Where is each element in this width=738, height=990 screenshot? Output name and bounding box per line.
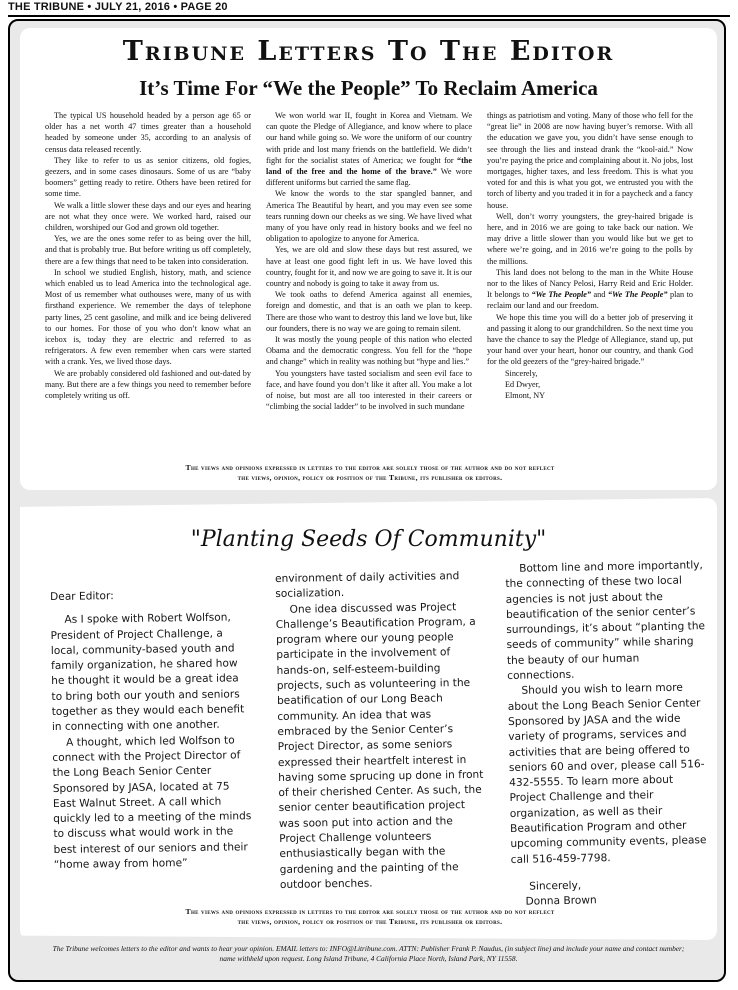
- letter2-column-1: [50, 587, 254, 873]
- paragraph: We hope this time you will do a better job of preserving it and passing it along to our grandchildren. So the next time you have the chance to say the Pledge of Allegiance, stand up, put your hand over your heart, honor our country, and thank God for the old geezers of the “grey-haired brigade.”: [487, 312, 694, 367]
- paragraph: It was mostly the young people of this nation who elected Obama and the democratic congress. You fell for the “hope and change” which in reality was nothing but “hype and lies.”: [266, 335, 472, 367]
- text-run: We won world war II, fought in Korea and Vietnam. We can quote the Pledge of Allegiance, and know where to place our hand while going so. We wore the uniform of our country with pride and lost many friends on the battlefield. We didn’t fight for the socialist states of America; we fought for: [266, 111, 472, 165]
- paragraph: We walk a little slower these days and our eyes and hearing are not what they once were. We worked hard, raised our children, worshiped our God and grown old together.: [45, 200, 251, 233]
- disclaimer-line: The views and opinions expressed in letters to the editor are solely those of the author and do not reflect: [185, 463, 555, 472]
- salutation: Dear Editor:: [50, 590, 114, 603]
- paragraph: Yes, we are the ones some refer to as being over the hill, and that is probably true. But before writing us off completely, there are a few things that need to be taken into consideration.: [45, 234, 251, 266]
- emphasis-text: “We The People”: [531, 290, 591, 300]
- letter1-column-1: [45, 110, 251, 450]
- letter2-title: "Planting Seeds Of Community": [190, 527, 547, 552]
- author-name: Donna Brown: [525, 894, 597, 908]
- author-name: Ed Dwyer,: [505, 379, 541, 389]
- paragraph: A thought, which led Wolfson to connect with the Project Director of the Long Beach Senior Center Sponsored by JASA, located at 75 East Walnut Street. A call which quickly led to a meeting of the minds to discuss what would work in the best interest of our seniors and their “home away from home”: [52, 734, 252, 872]
- paragraph: [266, 110, 472, 188]
- disclaimer-2: [60, 907, 680, 927]
- closing: Sincerely,: [529, 879, 582, 893]
- paragraph: You youngsters have tasted socialism and seen evil face to face, and have found you don’t like it after all. You make a lot of noise, but most are all too interested in their careers or “climbing the social ladder” to be involved in such mundane: [266, 368, 472, 412]
- text-run: This land does not belong to the man in the White House nor to the likes of Nancy Pelosi, Harry Reid and Eric Holder. It belongs to: [487, 267, 693, 300]
- footer-note: [20, 944, 717, 964]
- paragraph: Bottom line and more importantly, the connecting of these two local agencies is not just about the beautification of the senior center’s surroundings, it’s about “planting the seeds of community” while sharing the beauty of our human connections.: [505, 559, 706, 683]
- paragraph: One idea discussed was Project Challenge’s Beautification Program, a program where our young people participate in the involvement of hands-on, self-esteem-building projects, such as volunteering in the beatification of our Long Beach community. An idea that was embraced by the Senior Center’s Project Director, as some seniors expressed their heartfelt interest in having some sprucing up done in front of their cherished Center. As such, the senior center beautification project was soon put into action and the Project Challenge volunteers enthusiastically began with the gardening and the painting of the outdoor benches.: [275, 600, 484, 891]
- emphasis-text: “We The People”: [607, 290, 668, 300]
- paragraph: The typical US household headed by a person age 65 or older has a net worth 47 times greater than a household headed by someone under 35, according to an analysis of census data released recently.: [45, 111, 251, 154]
- paragraph: things as patriotism and voting. Many of those who fell for the “great lie” in 2008 are now having buyer’s remorse. With all the education we gave you, you didn’t have sense enough to see through the lies and instead drank the “kool-aid.” Now you’re paying the price and complaining about it. No jobs, lost mortgages, higher taxes, and less freedom. This is what you voted for and this is what you got, we entrusted you with the torch of liberty and you traded it in for a paycheck and a fancy house.: [487, 111, 693, 210]
- disclaimer-1: [60, 463, 680, 483]
- running-head: THE TRIBUNE • JULY 21, 2016 • PAGE 20: [8, 1, 228, 13]
- paragraph: We took oaths to defend America against all enemies, foreign and domestic, and that is an oath we plan to keep. There are those who want to destroy this land we love but, like our founders, there is no way we are going to remain silent.: [266, 290, 472, 333]
- emphasis-text: “the land of the free and the home of the brave.”: [266, 155, 472, 177]
- footer-line: The Tribune welcomes letters to the editor and wants to hear your opinion. EMAIL letters to: INFO@Litribune.com. ATTN: Publisher Frank P. Naudus, (in subject line) and include your name and contact number;: [52, 944, 685, 953]
- letter1-column-3: [487, 110, 693, 450]
- text-run: We wore different uniforms but carried the same flag.: [266, 167, 472, 188]
- footer-line: name withheld upon request. Long Island Tribune, 4 California Place North, Island Park, NY 11558.: [219, 954, 518, 963]
- paragraph: Well, don’t worry youngsters, the grey-haired brigade is here, and in 2016 we are going to take back our nation. We may drive a little slower than you would like but we get to where we’re going, and in 2016 we’re going to the polls by the millions.: [487, 211, 693, 266]
- disclaimer-line: the views, opinion, policy or position of the Tribune, its publisher or editors.: [237, 473, 503, 482]
- section-banner: Tribune Letters To The Editor: [122, 36, 615, 67]
- paragraph: They like to refer to us as senior citizens, old fogies, geezers, and in some cases dinosaurs. Some of us are “baby boomers” getting ready to retire. Others have been retired for some time.: [45, 155, 251, 199]
- paragraph: Yes, we are old and slow these days but rest assured, we have at least one good fight left in us. We have loved this country, fought for it, and now we are going to save it. It is our country and nobody is going to take it away from us.: [266, 245, 472, 289]
- header-rule: [8, 15, 730, 17]
- text-run: and: [591, 290, 608, 300]
- letter1-body: [45, 110, 693, 450]
- letter1-headline: It’s Time For “We the People” To Reclaim America: [139, 76, 598, 100]
- paragraph: We know the words to the star spangled banner, and America The Beautiful by heart, and you may even see some tears running down our cheeks as we sing. We have lived what many of you have only read in history books and we feel no obligation to apologize to anyone for America.: [266, 189, 472, 244]
- paragraph: [487, 267, 693, 312]
- disclaimer-line: the views, opinion, policy or position of the Tribune, its publisher or editors.: [237, 917, 503, 926]
- letter2-column-3: [505, 558, 712, 910]
- disclaimer-line: The views and opinions expressed in letters to the editor are solely those of the author and do not reflect: [185, 907, 555, 916]
- paragraph: In school we studied English, history, math, and science which enabled us to lead America into the technological age. Most of us remember what outhouses were, many of us with firsthand experience. We remember the days of telephone party lines, 25 cent gasoline, and milk and ice being delivered to our homes. For those of you who don’t know what an icebox is, today they are electric and referred to as refrigerators. A few even remember when cars were started with a crank. Yes, we lived those days.: [45, 267, 251, 367]
- closing: Sincerely,: [505, 368, 538, 378]
- paragraph: As I spoke with Robert Wolfson, President of Project Challenge, a local, community-based youth and family organization, he shared how he thought it would be a great idea to bring both our youth and seniors together as they would each benefit in connecting with one another.: [50, 611, 245, 734]
- author-location: Elmont, NY: [505, 391, 546, 401]
- letter2-column-2: [275, 569, 490, 893]
- paragraph: Should you wish to learn more about the Long Beach Senior Center Sponsored by JASA and the wide variety of programs, services and activities that are being offered to seniors 60 and over, please call 516-432-5555. To learn more about Project Challenge and their organization, as well as their Beautification Program and other upcoming community events, please call 516-459-7798.: [507, 681, 707, 866]
- paragraph: We are probably considered old fashioned and out-dated by many. But there are a few things you need to remember before completely writing us off.: [45, 368, 251, 401]
- letter1-column-2: [266, 110, 472, 450]
- paragraph: environment of daily activities and socialization.: [275, 570, 460, 601]
- text-run: plan to reclaim our land and our freedom.: [487, 290, 693, 311]
